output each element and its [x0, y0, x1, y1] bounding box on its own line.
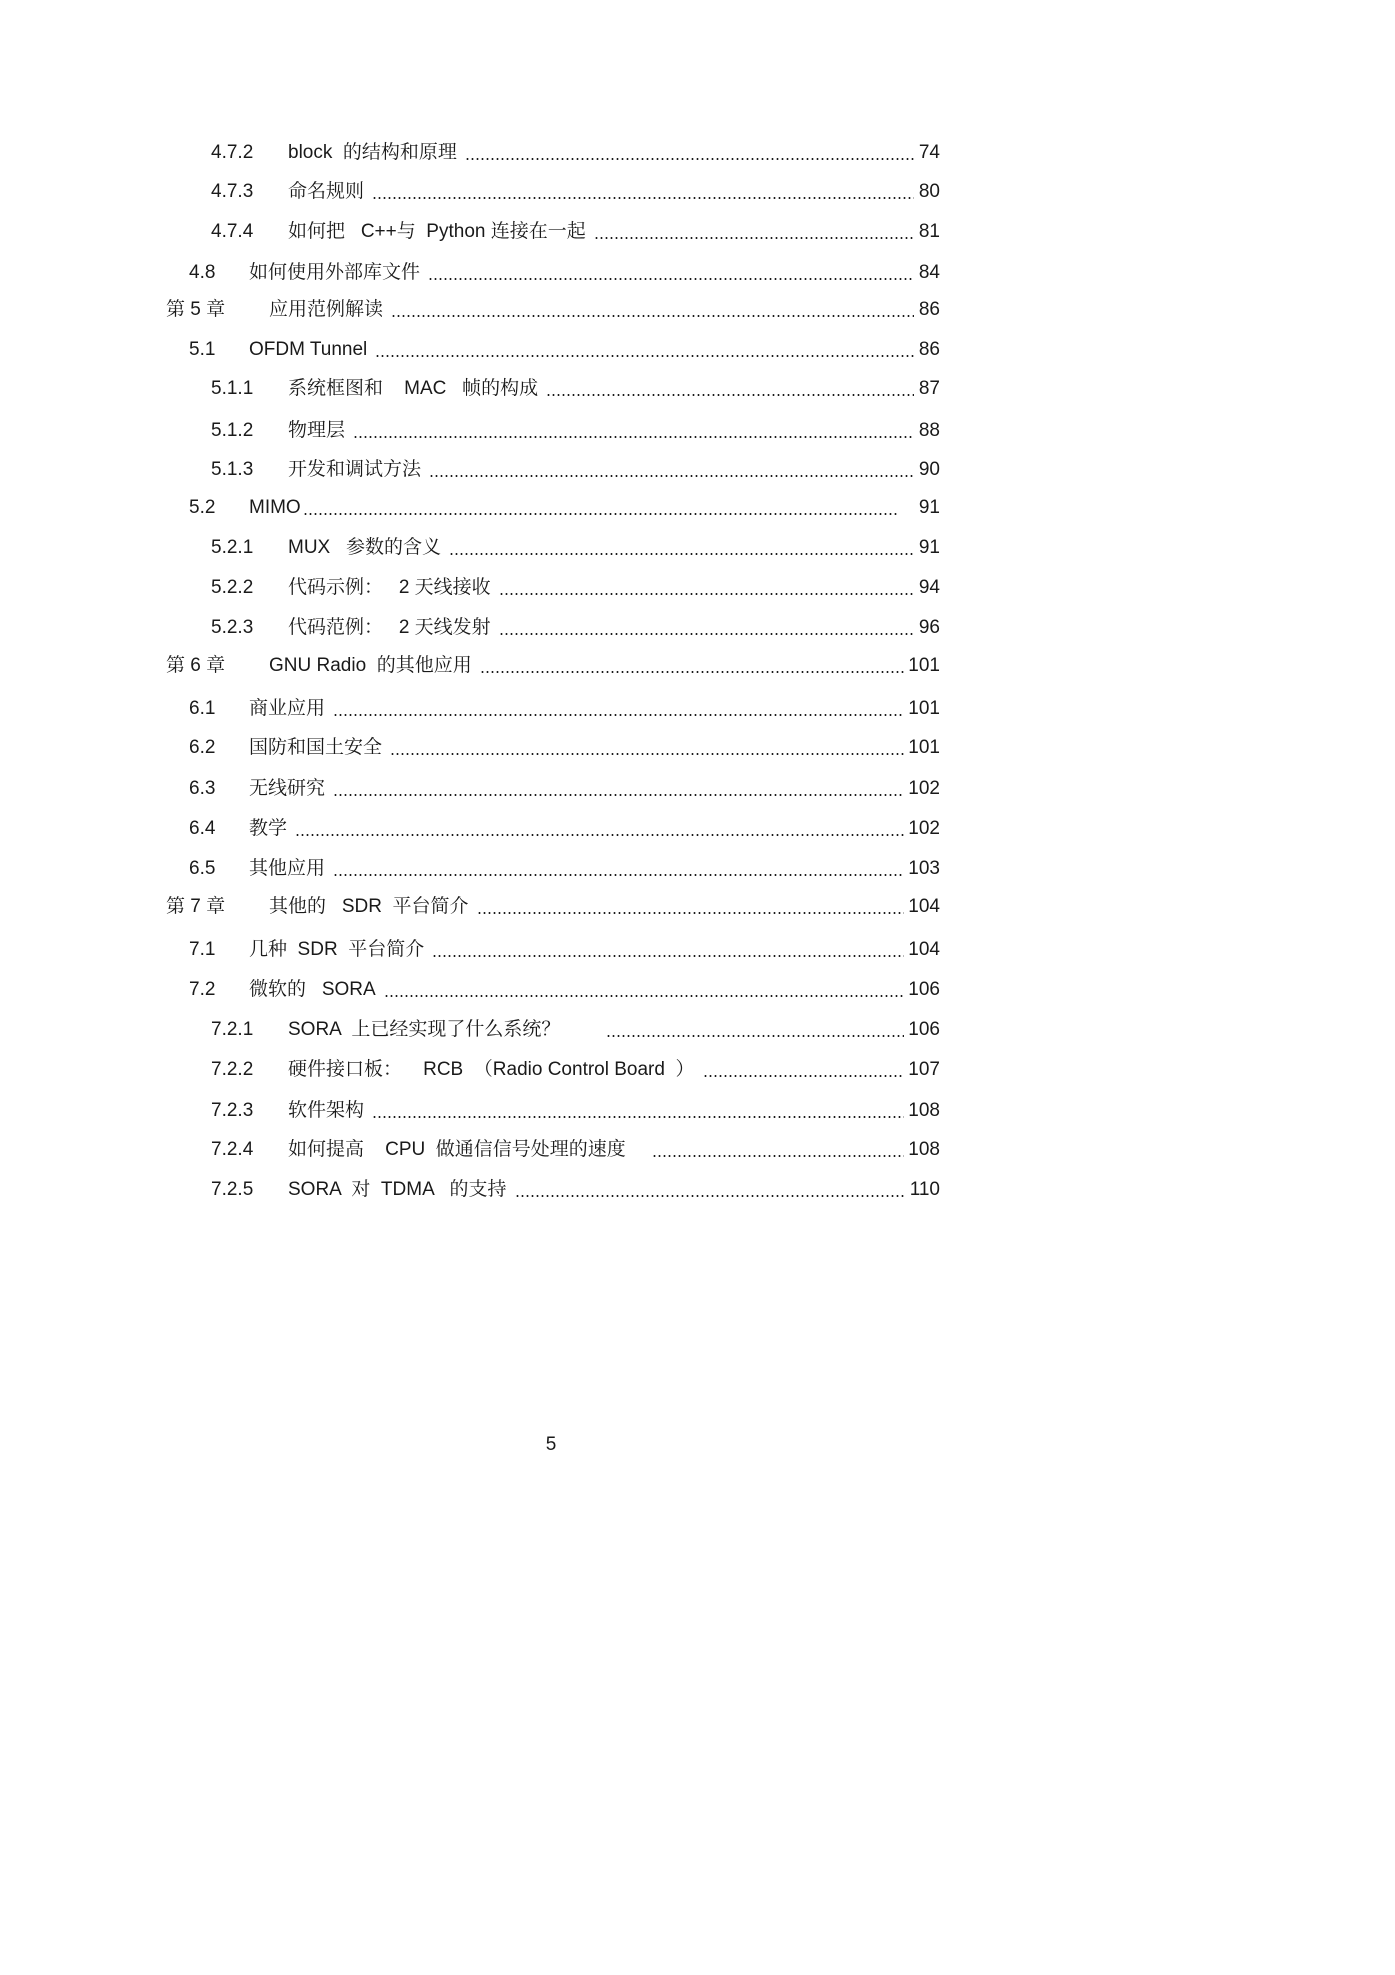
toc-entry-number: 6.4: [189, 818, 216, 839]
toc-entry-number: 5.1: [189, 339, 216, 360]
dot-leader: [477, 912, 905, 914]
toc-entry-number: 第 5 章: [166, 299, 226, 320]
toc-entry-title: 无线研究: [249, 778, 326, 799]
toc-entry[interactable]: [189, 337, 940, 363]
dot-leader: [372, 197, 914, 199]
toc-entry-title: 物理层: [288, 420, 346, 441]
toc-entry-page: 81: [918, 221, 940, 242]
dot-leader: [429, 475, 914, 477]
dot-leader: [499, 593, 914, 595]
dot-leader: [499, 633, 914, 635]
toc-entry-title: SORA 对 TDMA 的支持: [288, 1179, 507, 1200]
page-number: 5: [545, 1434, 557, 1455]
toc-entry-title: 其他应用: [249, 858, 326, 879]
toc-entry-title: 应用范例解读: [269, 299, 384, 320]
toc-entry-title: 教学: [249, 818, 288, 839]
toc-entry-page: 104: [908, 896, 940, 917]
toc-entry[interactable]: [211, 140, 940, 166]
toc-entry-number: 第 7 章: [166, 896, 226, 917]
toc-entry[interactable]: [211, 535, 940, 561]
toc-entry[interactable]: [211, 219, 940, 245]
toc-entry-number: 5.2: [189, 497, 216, 518]
toc-entry[interactable]: [211, 1137, 940, 1163]
toc-entry-number: 6.3: [189, 778, 216, 799]
toc-entry-title: 其他的 SDR 平台简介: [269, 896, 469, 917]
toc-entry-title: MIMO: [249, 497, 301, 518]
toc-chapter-entry[interactable]: [166, 297, 940, 323]
dot-leader: [390, 753, 904, 755]
toc-entry[interactable]: [211, 418, 940, 444]
toc-entry[interactable]: [189, 696, 940, 722]
toc-entry-number: 4.7.2: [211, 142, 254, 163]
toc-entry[interactable]: [189, 977, 940, 1003]
toc-chapter-entry[interactable]: [166, 653, 940, 679]
toc-entry-number: 6.1: [189, 698, 216, 719]
toc-entry-number: 7.1: [189, 939, 216, 960]
toc-entry-number: 5.1.1: [211, 378, 254, 399]
toc-entry-page: 90: [918, 459, 940, 480]
toc-entry-page: 80: [918, 181, 940, 202]
dot-leader: [428, 278, 914, 280]
toc-entry-page: 102: [908, 818, 940, 839]
toc-entry[interactable]: [189, 776, 940, 802]
dot-leader: [594, 237, 914, 239]
toc-entry-page: 108: [908, 1139, 940, 1160]
toc-entry-number: 6.2: [189, 737, 216, 758]
toc-entry-title: 软件架构: [288, 1100, 365, 1121]
toc-entry-page: 86: [918, 339, 940, 360]
toc-entry-title: block 的结构和原理: [288, 142, 457, 163]
toc-entry-number: 7.2.5: [211, 1179, 254, 1200]
dot-leader: [303, 513, 898, 515]
toc-entry-number: 7.2.2: [211, 1059, 254, 1080]
dot-leader: [333, 874, 904, 876]
toc-entry[interactable]: [211, 179, 940, 205]
toc-entry-number: 7.2.1: [211, 1019, 254, 1040]
toc-entry-number: 5.2.1: [211, 537, 254, 558]
toc-entry-page: 104: [908, 939, 940, 960]
dot-leader: [465, 158, 914, 160]
toc-entry[interactable]: [211, 615, 940, 641]
toc-chapter-entry[interactable]: [166, 894, 940, 920]
toc-entry-number: 7.2.4: [211, 1139, 254, 1160]
toc-entry-page: 88: [918, 420, 940, 441]
toc-entry-page: 103: [908, 858, 940, 879]
dot-leader: [449, 553, 914, 555]
dot-leader: [391, 315, 914, 317]
toc-entry-page: 86: [918, 299, 940, 320]
toc-entry[interactable]: [189, 260, 940, 286]
dot-leader: [703, 1075, 905, 1077]
toc-entry-title: 国防和国土安全: [249, 737, 383, 758]
toc-entry[interactable]: [189, 816, 940, 842]
dot-leader: [333, 794, 904, 796]
toc-entry-page: 91: [918, 537, 940, 558]
dot-leader: [384, 995, 905, 997]
dot-leader: [295, 834, 904, 836]
toc-entry-title: 商业应用: [249, 698, 326, 719]
toc-entry-page: 87: [918, 378, 940, 399]
dot-leader: [375, 355, 914, 357]
toc-entry-title: 开发和调试方法: [288, 459, 422, 480]
toc-entry-number: 5.2.3: [211, 617, 254, 638]
toc-entry-page: 84: [918, 262, 940, 283]
toc-entry-page: 101: [908, 737, 940, 758]
toc-entry[interactable]: [211, 457, 940, 483]
toc-entry-page: 96: [918, 617, 940, 638]
toc-entry-number: 6.5: [189, 858, 216, 879]
toc-entry-page: 94: [918, 577, 940, 598]
toc-entry-title: 如何把 C++与 Python 连接在一起: [288, 221, 586, 242]
toc-entry-page: 91: [918, 497, 940, 518]
dot-leader: [333, 714, 904, 716]
dot-leader: [372, 1116, 904, 1118]
toc-entry[interactable]: [211, 1098, 940, 1124]
toc-entry[interactable]: [211, 1057, 940, 1083]
toc-entry-number: 4.8: [189, 262, 216, 283]
dot-leader: [515, 1195, 906, 1197]
toc-entry[interactable]: [211, 1177, 940, 1203]
toc-entry[interactable]: [211, 575, 940, 601]
toc-entry-page: 101: [908, 698, 940, 719]
toc-entry[interactable]: [211, 1017, 940, 1043]
toc-entry-number: 7.2.3: [211, 1100, 254, 1121]
toc-entry-title: 如何提高 CPU 做通信信号处理的速度: [288, 1139, 626, 1160]
toc-entry-title: MUX 参数的含义: [288, 537, 442, 558]
toc-entry-number: 4.7.4: [211, 221, 254, 242]
toc-entry[interactable]: [189, 735, 940, 761]
toc-entry-number: 5.2.2: [211, 577, 254, 598]
dot-leader: [353, 436, 914, 438]
dot-leader: [480, 671, 905, 673]
toc-entry[interactable]: [189, 495, 940, 521]
toc-entry-page: 107: [908, 1059, 940, 1080]
toc-entry-title: 微软的 SORA: [249, 979, 376, 1000]
toc-entry-number: 5.1.3: [211, 459, 254, 480]
toc-entry-number: 第 6 章: [166, 655, 226, 676]
toc-entry-title: 系统框图和 MAC 帧的构成: [288, 378, 539, 399]
toc-entry-title: 代码示例： 2 天线接收: [288, 577, 491, 598]
toc-entry[interactable]: [189, 856, 940, 882]
toc-entry-page: 102: [908, 778, 940, 799]
toc-entry-page: 106: [908, 1019, 940, 1040]
toc-entry-page: 101: [908, 655, 940, 676]
dot-leader: [546, 394, 914, 396]
toc-entry[interactable]: [211, 376, 940, 402]
toc-entry-title: OFDM Tunnel: [249, 339, 368, 360]
dot-leader: [606, 1035, 904, 1037]
toc-entry-title: GNU Radio 的其他应用: [269, 655, 472, 676]
toc-entry-page: 110: [909, 1179, 940, 1200]
toc-entry-title: SORA 上已经实现了什么系统？: [288, 1019, 561, 1040]
toc-entry-page: 108: [908, 1100, 940, 1121]
toc-entry-title: 几种 SDR 平台简介: [249, 939, 425, 960]
toc-entry-number: 4.7.3: [211, 181, 254, 202]
toc-entry-title: 如何使用外部库文件: [249, 262, 421, 283]
toc-entry-page: 106: [908, 979, 940, 1000]
toc-entry-title: 代码范例： 2 天线发射: [288, 617, 491, 638]
toc-entry-number: 7.2: [189, 979, 216, 1000]
toc-entry-number: 5.1.2: [211, 420, 254, 441]
toc-entry-title: 硬件接口板： RCB （Radio Control Board ）: [288, 1059, 695, 1080]
toc-entry-page: 74: [918, 142, 940, 163]
toc-entry-title: 命名规则: [288, 181, 365, 202]
dot-leader: [652, 1155, 905, 1157]
toc-entry[interactable]: [189, 937, 940, 963]
dot-leader: [432, 955, 904, 957]
